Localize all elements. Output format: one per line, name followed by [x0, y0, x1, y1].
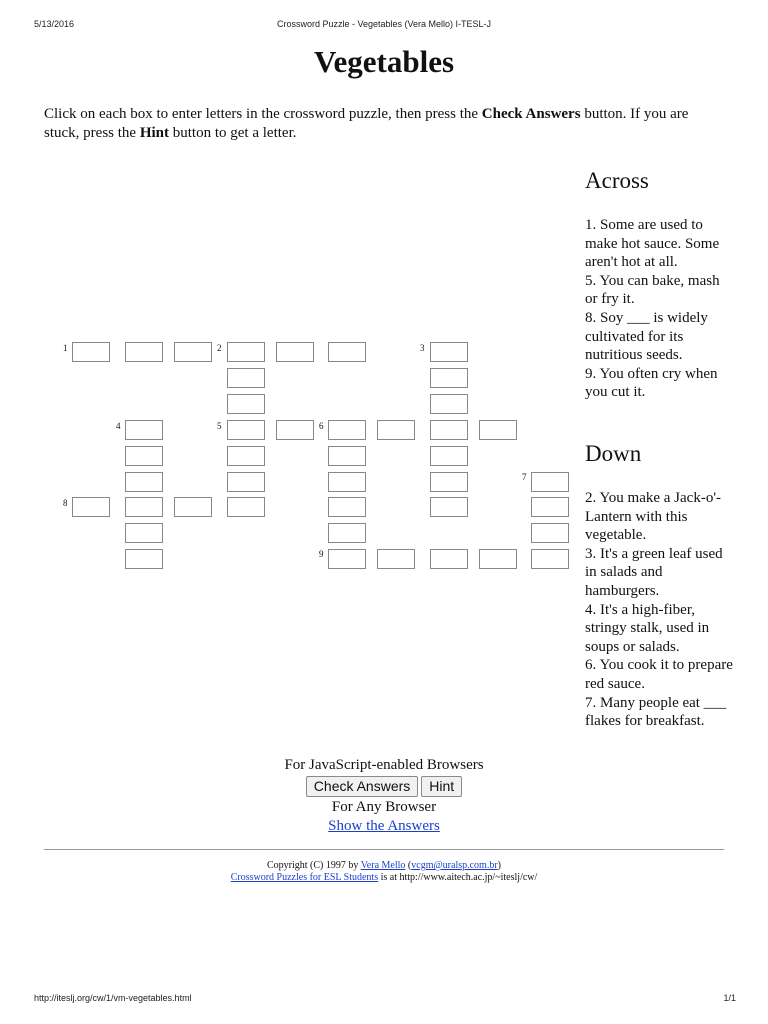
instructions-text-2: button. If you are stuck, press the [44, 106, 689, 141]
crossword-cell[interactable] [479, 549, 517, 569]
clue-number-7: 7 [522, 472, 527, 482]
crossword-cell[interactable] [227, 368, 265, 388]
crossword-cell[interactable] [377, 420, 415, 440]
crossword-cell[interactable] [531, 523, 569, 543]
crossword-cell[interactable] [227, 446, 265, 466]
print-url: http://iteslj.org/cw/1/vm-vegetables.html [34, 993, 192, 1003]
crossword-grid [0, 0, 580, 600]
down-clue-2: 2. You make a Jack-o'-Lantern with this vegetable. [585, 490, 722, 544]
crossword-cell[interactable] [430, 497, 468, 517]
instructions-check-bold: Check Answers [481, 106, 581, 122]
any-browser-label: For Any Browser [331, 799, 437, 815]
crossword-cell[interactable] [328, 342, 366, 362]
check-answers-button[interactable]: Check Answers [306, 776, 418, 797]
crossword-cell[interactable] [174, 342, 212, 362]
crossword-cell[interactable] [479, 420, 517, 440]
crossword-cell[interactable] [227, 472, 265, 492]
crossword-cell[interactable] [328, 446, 366, 466]
crossword-cell[interactable] [531, 549, 569, 569]
clue-number-1: 1 [63, 343, 68, 353]
down-clue-3: 3. It's a green leaf used in salads and hamburgers. [585, 545, 723, 599]
clue-number-3: 3 [420, 343, 425, 353]
crossword-cell[interactable] [430, 368, 468, 388]
across-clues [585, 168, 735, 402]
down-clue-4: 4. It's a high-fiber, stringy stalk, used in soups or salads. [585, 601, 710, 655]
down-heading: Down [585, 441, 642, 466]
crossword-cell[interactable] [276, 420, 314, 440]
crossword-cell[interactable] [227, 497, 265, 517]
crossword-cell[interactable] [276, 342, 314, 362]
crossword-cell[interactable] [430, 446, 468, 466]
show-answers-link[interactable]: Show the Answers [328, 818, 440, 834]
crossword-cell[interactable] [227, 420, 265, 440]
print-page-number: 1/1 [723, 993, 736, 1003]
crossword-cell[interactable] [328, 420, 366, 440]
crossword-cell[interactable] [531, 472, 569, 492]
across-clue-1: 1. Some are used to make hot sauce. Some aren't hot at all. [585, 217, 720, 271]
author-link[interactable]: Vera Mello [360, 860, 406, 871]
crossword-cell[interactable] [125, 523, 163, 543]
email-open: ( [405, 860, 412, 871]
crossword-cell[interactable] [430, 342, 468, 362]
crossword-cell[interactable] [430, 394, 468, 414]
email-link[interactable]: vcgm@uralsp.com.br [411, 860, 498, 871]
clue-number-9: 9 [319, 549, 324, 559]
crossword-cell[interactable] [125, 342, 163, 362]
crossword-cell[interactable] [430, 549, 468, 569]
crossword-cell[interactable] [125, 549, 163, 569]
copyright-prefix: Copyright (C) 1997 by [266, 860, 361, 871]
across-clue-5: 5. You can bake, mash or fry it. [585, 272, 720, 308]
instructions-text-1: Click on each box to enter letters in the crossword puzzle, then press the [44, 106, 482, 122]
crossword-cell[interactable] [125, 472, 163, 492]
clue-number-4: 4 [116, 421, 121, 431]
print-footer [0, 993, 768, 1007]
crossword-cell[interactable] [328, 549, 366, 569]
across-heading: Across [585, 168, 649, 193]
crossword-cell[interactable] [227, 342, 265, 362]
clue-number-6: 6 [319, 421, 324, 431]
crossword-cell[interactable] [227, 394, 265, 414]
crossword-cell[interactable] [531, 497, 569, 517]
crossword-cell[interactable] [125, 446, 163, 466]
hint-button[interactable]: Hint [421, 776, 462, 797]
crossword-cell[interactable] [377, 549, 415, 569]
crossword-cell[interactable] [72, 342, 110, 362]
divider [44, 849, 724, 850]
crossword-cell[interactable] [125, 497, 163, 517]
down-clue-7: 7. Many people eat ___ flakes for breakfast. [585, 694, 727, 730]
crossword-cell[interactable] [72, 497, 110, 517]
crossword-cell[interactable] [328, 497, 366, 517]
copyright-block [0, 860, 768, 884]
clue-number-8: 8 [63, 498, 68, 508]
instructions-text-3: button to get a letter. [169, 125, 297, 141]
email-close: ) [497, 860, 502, 871]
js-browsers-label: For JavaScript-enabled Browsers [284, 757, 484, 773]
crossword-cell[interactable] [125, 420, 163, 440]
controls [0, 756, 768, 836]
crossword-cell[interactable] [174, 497, 212, 517]
site-text: is at http://www.aitech.ac.jp/~iteslj/cw/ [378, 872, 538, 883]
crossword-cell[interactable] [430, 472, 468, 492]
site-link[interactable]: Crossword Puzzles for ESL Students [230, 872, 379, 883]
crossword-cell[interactable] [430, 420, 468, 440]
print-date: 5/13/2016 [34, 19, 75, 29]
instructions-hint-bold: Hint [139, 125, 170, 141]
down-clues [585, 441, 735, 731]
clue-number-5: 5 [217, 421, 222, 431]
across-clue-8: 8. Soy ___ is widely cultivated for its nutritious seeds. [585, 309, 708, 364]
crossword-cell[interactable] [328, 472, 366, 492]
crossword-cell[interactable] [328, 523, 366, 543]
across-clue-9: 9. You often cry when you cut it. [585, 365, 718, 401]
clue-number-2: 2 [217, 343, 222, 353]
down-clue-6: 6. You cook it to prepare red sauce. [585, 657, 733, 692]
page-title: Vegetables [313, 44, 455, 79]
print-title: Crossword Puzzle - Vegetables (Vera Mello) I-TESL-J [276, 19, 492, 29]
